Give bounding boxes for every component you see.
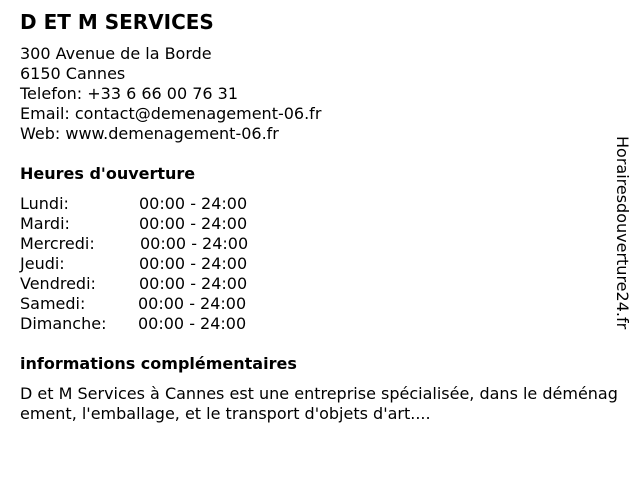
day-label: Dimanche: xyxy=(20,314,107,333)
time-range: 00:00 - 24:00 xyxy=(138,294,247,313)
day-label: Mardi: xyxy=(20,214,70,233)
hours-row-monday xyxy=(20,194,280,214)
phone-line: Telefon: +33 6 66 00 76 31 xyxy=(20,84,239,103)
hours-row-thursday xyxy=(20,254,280,274)
hours-row-saturday xyxy=(20,294,280,314)
day-label: Samedi: xyxy=(20,294,86,313)
info-heading: informations complémentaires xyxy=(20,354,297,373)
hours-table xyxy=(20,194,280,334)
address-city: 6150 Cannes xyxy=(20,64,126,83)
contact-block xyxy=(20,44,321,144)
business-description: D et M Services à Cannes est une entreprise spécialisée, dans le déménagement, l'emballage, et le transport d'objets d'art.... xyxy=(20,384,618,423)
time-range: 00:00 - 24:00 xyxy=(138,314,247,333)
hours-row-wednesday xyxy=(20,234,280,254)
day-label: Mercredi: xyxy=(20,234,95,253)
time-range: 00:00 - 24:00 xyxy=(139,214,248,233)
hours-heading: Heures d'ouverture xyxy=(20,164,196,183)
watermark-text: Horairesdouverture24.fr xyxy=(613,136,632,330)
web-line: Web: www.demenagement-06.fr xyxy=(20,124,279,143)
email-line: Email: contact@demenagement-06.fr xyxy=(20,104,322,123)
day-label: Jeudi: xyxy=(20,254,65,273)
site-watermark xyxy=(612,136,632,346)
day-label: Vendredi: xyxy=(20,274,96,293)
time-range: 00:00 - 24:00 xyxy=(139,254,248,273)
hours-row-tuesday xyxy=(20,214,280,234)
hours-row-friday xyxy=(20,274,280,294)
hours-row-sunday xyxy=(20,314,280,334)
business-name: D ET M SERVICES xyxy=(20,10,214,34)
time-range: 00:00 - 24:00 xyxy=(139,274,248,293)
time-range: 00:00 - 24:00 xyxy=(140,234,249,253)
time-range: 00:00 - 24:00 xyxy=(139,194,248,213)
day-label: Lundi: xyxy=(20,194,69,213)
address-street: 300 Avenue de la Borde xyxy=(20,44,212,63)
